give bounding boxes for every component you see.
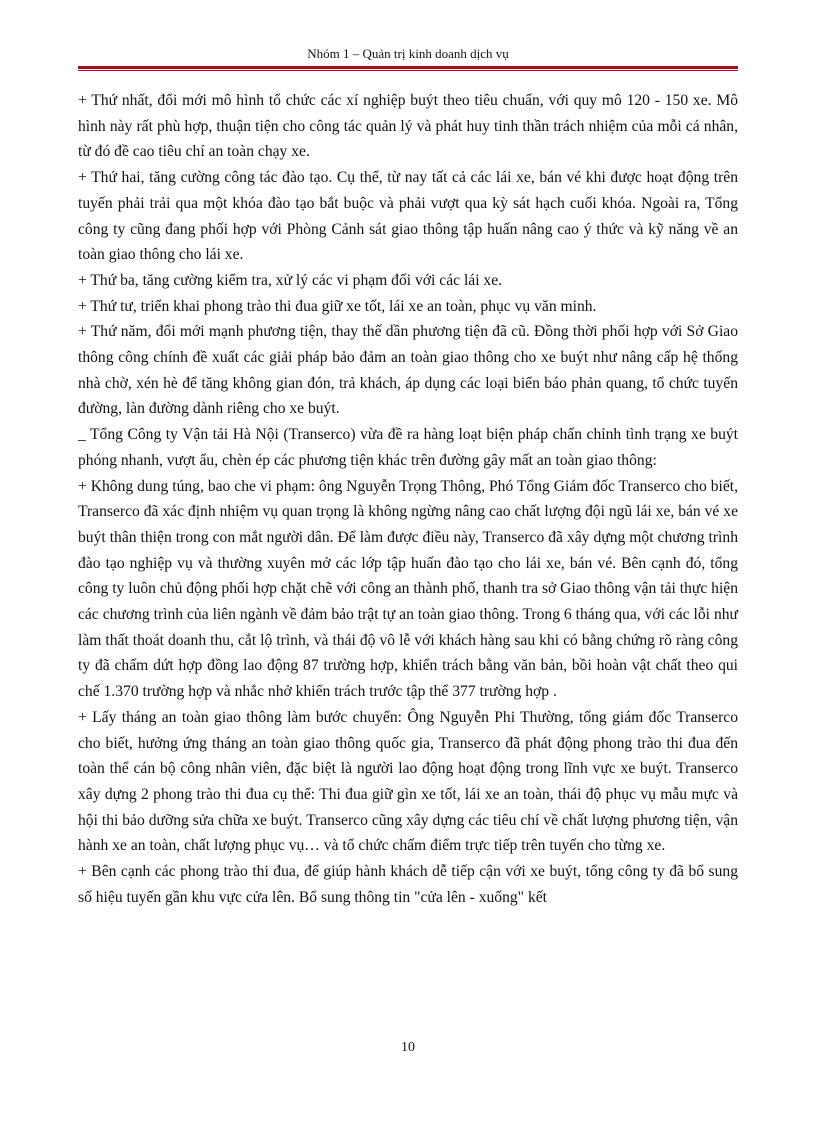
paragraph: _ Tổng Công ty Vận tải Hà Nội (Transerco) vừa đề ra hàng loạt biện pháp chấn chỉnh tình trạng xe buýt phóng nhanh, vượt ẩu, chèn ép các phương tiện khác trên đường gây mất an toàn giao thông: bbox=[78, 426, 738, 469]
header-rule bbox=[78, 66, 738, 71]
paragraph: + Bên cạnh các phong trào thi đua, để giúp hành khách dễ tiếp cận với xe buýt, tổng công ty đã bổ sung số hiệu tuyến gần khu vực cửa lên. Bổ sung thông tin "cửa lên - xuống" kết bbox=[78, 863, 738, 906]
paragraph: + Thứ nhất, đổi mới mô hình tổ chức các xí nghiệp buýt theo tiêu chuẩn, với quy mô 120 - 150 xe. Mô hình này rất phù hợp, thuận tiện cho công tác quản lý và phát huy tinh thần trách nhiệm của mỗi cá nhân, từ đó đề cao tiêu chí an toàn chạy xe. bbox=[78, 92, 738, 161]
page-header: Nhóm 1 – Quản trị kinh doanh dịch vụ bbox=[307, 46, 509, 61]
paragraph: + Thứ tư, triển khai phong trào thi đua giữ xe tốt, lái xe an toàn, phục vụ văn minh. bbox=[78, 297, 597, 315]
paragraph: + Lấy tháng an toàn giao thông làm bước chuyển: Ông Nguyễn Phi Thường, tổng giám đốc Transerco cho biết, hưởng ứng tháng an toàn giao thông quốc gia, Transerco đã phát động phong trào thi đua đến toàn thể cán bộ công nhân viên, đặc biệt là người lao động hoạt động trong lĩnh vực xe buýt. Transerco xây dựng 2 phong trào thi đua cụ thể: Thi đua giữ gìn xe tốt, lái xe an toàn, thái độ phục vụ mẫu mực và hội thi bảo dưỡng sửa chữa xe buýt. Transerco cũng xây dựng các tiêu chí về chất lượng phương tiện, vận hành xe an toàn, chất lượng phục vụ… và tổ chức chấm điểm trực tiếp trên tuyến cho từng xe. bbox=[78, 708, 738, 855]
paragraph: + Thứ năm, đổi mới mạnh phương tiện, thay thế dần phương tiện đã cũ. Đồng thời phối hợp với Sở Giao thông công chính đề xuất các giải pháp bảo đảm an toàn giao thông cho xe buýt như nâng cấp hệ thống nhà chờ, xén hè để tăng không gian đón, trả khách, áp dụng các loại biển báo phản quang, tổ chức tuyến đường, làn đường dành riêng cho xe buýt. bbox=[78, 323, 738, 418]
paragraph: + Thứ ba, tăng cường kiểm tra, xử lý các vi phạm đối với các lái xe. bbox=[78, 271, 503, 289]
body-text bbox=[78, 88, 738, 911]
page-number: 10 bbox=[401, 1040, 415, 1055]
paragraph: + Thứ hai, tăng cường công tác đào tạo. Cụ thể, từ nay tất cả các lái xe, bán vé khi được hoạt động trên tuyến phải trải qua một khóa đào tạo bắt buộc và phải vượt qua kỳ sát hạch cuối khóa. Ngoài ra, Tổng công ty cũng đang phối hợp với Phòng Cảnh sát giao thông tập huấn nâng cao ý thức và kỹ năng về an toàn giao thông cho lái xe. bbox=[78, 169, 738, 264]
paragraph: + Không dung túng, bao che vi phạm: ông Nguyễn Trọng Thông, Phó Tổng Giám đốc Transerco cho biết, Transerco đã xác định nhiệm vụ quan trọng là không ngừng nâng cao chất lượng đội ngũ lái xe, bán vé xe buýt thân thiện trong con mắt người dân. Để làm được điều này, Transerco đã xây dựng một chương trình đào tạo nghiệp vụ và thường xuyên mở các lớp tập huấn đào tạo cho lái xe, bán vé. Bên cạnh đó, tổng công ty luôn chủ động phối hợp chặt chẽ với công an thành phố, thanh tra sở Giao thông vận tải thực hiện các chương trình của liên ngành về đảm bảo trật tự an toàn giao thông. Trong 6 tháng qua, với các lỗi như làm thất thoát doanh thu, cắt lộ trình, và thái độ vô lễ với khách hàng sau khi có bằng chứng rõ ràng công ty đã chấm dứt hợp đồng lao động 87 trường hợp, khiển trách bằng văn bản, bồi hoàn vật chất theo qui chế 1.370 trường hợp và nhắc nhở khiển trách trước tập thể 377 trường hợp . bbox=[78, 477, 738, 701]
